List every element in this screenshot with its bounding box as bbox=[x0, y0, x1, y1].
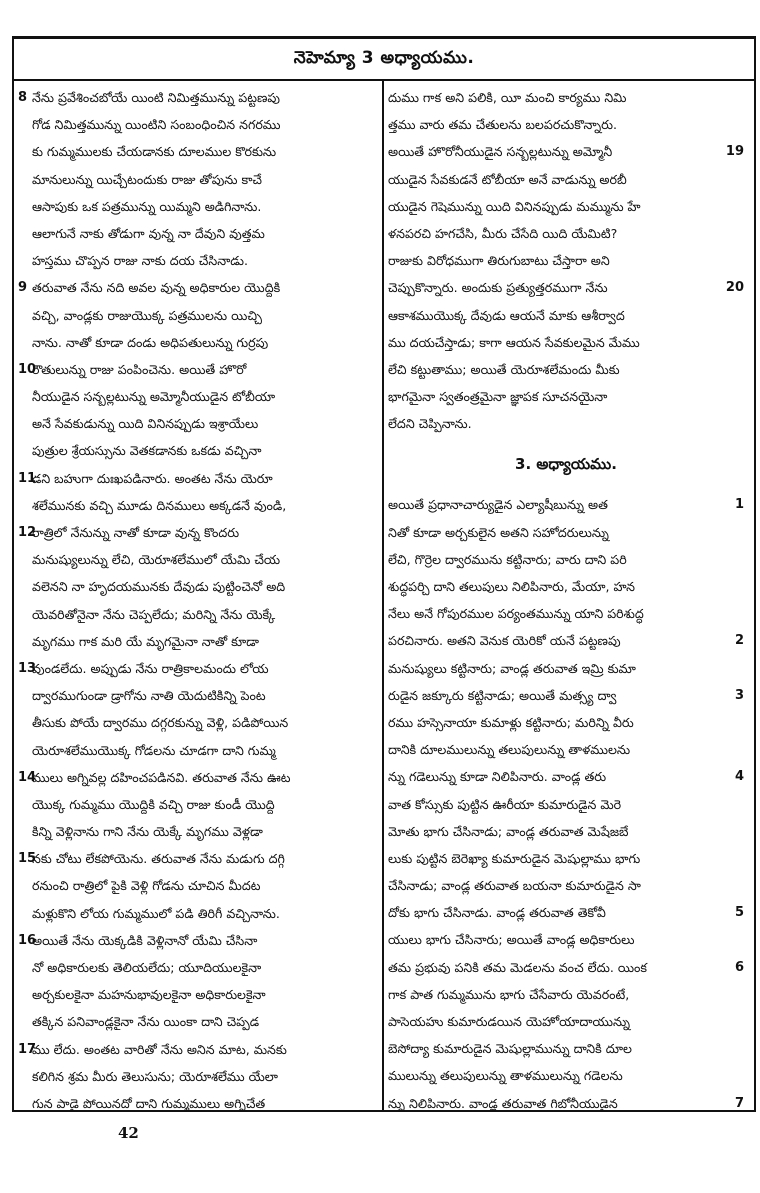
line-text: వుండలేదు. అప్పుడు నేను రాత్రికాలమందు లోయ bbox=[32, 660, 269, 676]
verse-number: 11 bbox=[18, 470, 37, 486]
line-text: ఆసాపుకు ఒక పత్రమున్ను యిమ్మని అడిగినాను. bbox=[32, 198, 262, 214]
line-text: గున పాడై పోయినదో దాని గుమ్మములు అగ్నిచేత bbox=[32, 1095, 266, 1111]
text-line bbox=[388, 627, 744, 654]
verse-number: 7 bbox=[734, 1095, 744, 1111]
line-text: పరచినారు. అతని వెనుక యెరికో యనే పట్టణపు bbox=[388, 633, 621, 649]
text-line bbox=[18, 981, 378, 1008]
text-line bbox=[18, 791, 378, 818]
text-line bbox=[18, 465, 378, 492]
line-text: ములు అగ్నివల్ల దహించపడినవి. తరువాత నేను ఊట bbox=[32, 769, 291, 785]
text-line bbox=[18, 818, 378, 845]
page-number: 42 bbox=[118, 1124, 139, 1142]
page-header-title: నెహెమ్యా 3 అధ్యాయము. bbox=[293, 48, 475, 68]
right-column bbox=[388, 84, 744, 1112]
text-line bbox=[388, 383, 744, 410]
text-line bbox=[18, 628, 378, 655]
text-line bbox=[388, 166, 744, 193]
line-text: ములున్ను తలుపులున్ను తాళములున్ను గడెలను bbox=[388, 1068, 623, 1084]
verse-number: 2 bbox=[734, 633, 744, 649]
text-line bbox=[388, 899, 744, 926]
line-text: రము హస్సెనాయా కుమాళ్లు కట్టినారు; మరిన్ని వీరు bbox=[388, 714, 634, 730]
line-text: యెరూశలేముయొక్క గోడలను చూడగా దాని గుమ్మ bbox=[32, 742, 276, 758]
line-text: రాజుకు విరోధముగా తిరుగుబాటు చేస్తారా అని bbox=[388, 253, 610, 269]
line-text: నో అధికారులకు తెలియలేదు; యూదియులకైనా bbox=[32, 960, 262, 975]
line-text: నేను ప్రవేశించబోయే యింటి నిమిత్తమున్ను పట్టణపు bbox=[32, 90, 280, 105]
line-text: వచ్చి, వాండ్లకు రాజుయొక్క పత్రములను యిచ్చి bbox=[32, 307, 263, 323]
text-line bbox=[388, 818, 744, 845]
text-line bbox=[18, 682, 378, 709]
line-text: వాత కోస్సుకు పుట్టిన ఊరీయా కుమారుడైన మెరె bbox=[388, 796, 622, 812]
line-text: మానులున్ను యిచ్చేటందుకు రాజు తోపును కాచే bbox=[32, 171, 262, 187]
text-line bbox=[18, 900, 378, 927]
right-column-bottom bbox=[388, 491, 744, 1112]
text-line bbox=[18, 492, 378, 519]
line-text: ము లేదు. అంతట వారితో నేను అనిన మాట, మనకు bbox=[32, 1041, 287, 1057]
text-line bbox=[388, 845, 744, 872]
line-text: యొక్క గుమ్మము యొద్దికి వచ్చి రాజు కుండీ యొద్ది bbox=[32, 796, 275, 812]
line-text: గాక పాత గుమ్మమును భాగు చేసేవారు యెవరంటే, bbox=[388, 986, 630, 1002]
line-text: పాసెయహు కుమారుడయిన యెహోయాదాయున్ను bbox=[388, 1014, 631, 1029]
text-line bbox=[18, 410, 378, 437]
line-text: మోతు భాగు చేసినాడు; వాండ్ల తరువాత మెషేజబే bbox=[388, 823, 629, 839]
text-line bbox=[18, 845, 378, 872]
text-line bbox=[388, 491, 744, 518]
verse-number: 20 bbox=[725, 280, 744, 296]
line-text: శలేమునకు వచ్చి మూడు దినములు అక్కడనే వుండి, bbox=[32, 497, 287, 513]
line-text: దుము గాక అని పలికి, యీ మంచి కార్యము నిమి bbox=[388, 90, 627, 105]
column-divider bbox=[382, 81, 384, 1112]
line-text: శుద్ధపర్చి దాని తలుపులు నిలిపినారు, మేయా, హన bbox=[388, 579, 635, 594]
line-text: అర్చకులకైనా మహనుభావులకైనా అధికారులకైనా bbox=[32, 987, 266, 1003]
line-text: లేచి కట్టుతాము; అయితే యెరూశలేమందు మీకు bbox=[388, 361, 620, 377]
line-text: దోకు భాగు చేసినాడు. వాండ్ల తరువాత తెకోవీ bbox=[388, 905, 606, 921]
line-text: ము దయచేస్తాడు; కాగా ఆయన సేవకులమైన మేము bbox=[388, 334, 640, 350]
text-line bbox=[18, 872, 378, 899]
text-line bbox=[388, 274, 744, 301]
line-text: పుత్రుల శ్రేయస్సును వెతకడానకు ఒకడు వచ్చినా bbox=[32, 443, 262, 459]
line-text: నితో కూడా అర్చకులైన అతని సహోదరులున్ను bbox=[388, 524, 609, 540]
line-text: న్ను నిలిపినారు. వాండ్ల తరువాత గిబోనీయుడైన bbox=[388, 1095, 618, 1111]
verse-number: 14 bbox=[18, 769, 37, 785]
verse-number: 1 bbox=[734, 497, 744, 513]
line-text: యుడైన గెషెమున్ను యిది వినినప్పుడు మమ్మును హే bbox=[388, 198, 641, 214]
text-line bbox=[18, 247, 378, 274]
line-text: వలెనని నా హృదయమునకు దేవుడు పుట్టించెనో అది bbox=[32, 579, 286, 595]
line-text: నీయుడైన సన్బల్లటున్ను అమ్మోనీయుడైన టోబీయా bbox=[32, 389, 276, 405]
text-line bbox=[18, 383, 378, 410]
line-text: బెసోద్యా కుమారుడైన మెషుల్లామున్ను దానికి దూల bbox=[388, 1041, 632, 1057]
line-text: రనుంచి రాత్రిలో పైకి వెళ్లి గోడను చూచిన మీదట bbox=[32, 878, 261, 894]
text-line bbox=[18, 655, 378, 682]
text-line bbox=[18, 1008, 378, 1035]
text-line bbox=[18, 546, 378, 573]
text-line bbox=[388, 655, 744, 682]
line-text: మనుష్యులు కట్టినారు; వాండ్ల తరువాత ఇమ్రి కుమా bbox=[388, 660, 636, 676]
left-border bbox=[12, 36, 14, 1112]
line-text: న్ను గడెలున్ను కూడా నిలిపినారు. వాండ్ల తరు bbox=[388, 769, 607, 785]
text-line bbox=[18, 111, 378, 138]
text-line bbox=[388, 138, 744, 165]
line-text: అయితే హొరోనీయుడైన సన్బల్లటున్ను అమ్మోనీ bbox=[388, 144, 613, 160]
line-text: లుకు పుట్టిన బెరెఖ్యా కుమారుడైన మెషుల్లాము భాగు bbox=[388, 850, 641, 866]
line-text: ద్వారముగుండా డ్రాగోను నాతి యెదుటికిన్ని పెంట bbox=[32, 688, 266, 704]
text-line bbox=[388, 763, 744, 790]
verse-number: 19 bbox=[725, 144, 744, 160]
verse-number: 17 bbox=[18, 1041, 37, 1057]
text-line bbox=[18, 356, 378, 383]
text-line bbox=[388, 329, 744, 356]
verse-number: 13 bbox=[18, 660, 37, 676]
text-line bbox=[18, 329, 378, 356]
text-line bbox=[388, 981, 744, 1008]
line-text: తమ ప్రభువు పనికి తమ మెడలను వంచ లేదు. యింక bbox=[388, 959, 647, 975]
header-rule bbox=[12, 79, 756, 81]
line-text: లేచి, గొర్రెల ద్వారమును కట్టినారు; వారు దాని పరి bbox=[388, 551, 627, 567]
right-column-top bbox=[388, 84, 744, 437]
text-line bbox=[18, 954, 378, 981]
line-text: మనుష్యులున్ను లేచి, యెరూశలేములో యేమి చేయ bbox=[32, 552, 281, 568]
line-text: హస్తము చొప్పన రాజు నాకు దయ చేసినాడు. bbox=[32, 253, 248, 269]
line-text: నేలు అనే గోపురముల పర్యంతమున్ను యాని పరిశుద్ధ bbox=[388, 606, 644, 622]
line-text: నకు చోటు లేకపోయెను. తరువాత నేను మడుగు దగ్గి bbox=[32, 851, 285, 867]
line-text: మళ్లుకొని లోయ గుమ్మములో పడి తిరిగీ వచ్చినాను. bbox=[32, 905, 280, 921]
text-line bbox=[18, 1090, 378, 1112]
text-line bbox=[388, 247, 744, 274]
verse-number: 16 bbox=[18, 932, 37, 948]
verse-number: 6 bbox=[734, 959, 744, 975]
line-text: కిన్ని వెళ్లినాను గాని నేను యెక్కే మృగము వెళ్లడా bbox=[32, 824, 263, 840]
line-text: చెప్పుకొన్నారు. అందుకు ప్రత్యుత్తరముగా నేను bbox=[388, 280, 608, 296]
text-line bbox=[388, 84, 744, 111]
text-line bbox=[18, 302, 378, 329]
text-line bbox=[18, 519, 378, 546]
line-text: అనే సేవకుడున్ను యిది వినినప్పుడు ఇశ్రాయేలు bbox=[32, 416, 259, 432]
text-line bbox=[388, 111, 744, 138]
text-line bbox=[388, 1062, 744, 1089]
chapter-heading: 3. అధ్యాయము. bbox=[515, 455, 617, 474]
text-line bbox=[388, 926, 744, 953]
line-text: మృగము గాక మరి యే మృగమైనా నాతో కూడా bbox=[32, 633, 259, 649]
line-text: తరువాత నేను నది అవల వున్న అధికారుల యొద్దికి bbox=[32, 280, 281, 296]
line-text: రాత్రిలో నేనున్ను నాతో కూడా వున్న కొందరు bbox=[32, 525, 240, 540]
text-line bbox=[388, 519, 744, 546]
line-text: గోడ నిమిత్తమున్ను యింటిని సంబంధించిన నగరము bbox=[32, 117, 281, 133]
text-line bbox=[388, 1035, 744, 1062]
verse-number: 10 bbox=[18, 361, 37, 377]
top-rule bbox=[12, 36, 756, 39]
text-line bbox=[18, 927, 378, 954]
text-line bbox=[388, 193, 744, 220]
line-text: యుడైన సేవకుడనే టోబీయా అనే వాడున్ను అరబీ bbox=[388, 171, 627, 187]
line-text: యెవరితోనైనా నేను చెప్పలేదు; మరిన్ని నేను యెక్కే bbox=[32, 606, 276, 622]
text-line bbox=[18, 737, 378, 764]
line-text: అయితే ప్రధానాచార్యుడైన ఎల్యాషీబున్ను అత bbox=[388, 497, 608, 513]
text-line bbox=[388, 709, 744, 736]
text-line bbox=[18, 84, 378, 111]
text-line bbox=[388, 356, 744, 383]
line-text: చేసినాడు; వాండ్ల తరువాత బయనా కుమారుడైన సా bbox=[388, 878, 641, 894]
text-line bbox=[388, 682, 744, 709]
line-text: ళనపరచి హగచేసి, మీరు చేసేది యిది యేమిటి? bbox=[388, 225, 618, 241]
line-text: డని బహుగా దుఃఖపడినారు. అంతట నేను యెరూ bbox=[32, 470, 273, 486]
verse-number: 3 bbox=[734, 687, 744, 703]
line-text: రుడైన జక్కూరు కట్టినాడు; అయితే మత్స్య ద్వా bbox=[388, 687, 617, 703]
verse-number: 5 bbox=[734, 905, 744, 921]
text-line bbox=[18, 1063, 378, 1090]
right-border bbox=[754, 36, 756, 1112]
text-line bbox=[388, 546, 744, 573]
verse-number: 9 bbox=[18, 280, 28, 296]
text-line bbox=[388, 736, 744, 763]
line-text: కు గుమ్మములకు చేయడానకు దూలముల కొరకును bbox=[32, 144, 277, 160]
line-text: రౌతులున్ను రాజు పంపించెను. అయితే హొరో bbox=[32, 361, 247, 377]
text-line bbox=[388, 302, 744, 329]
text-line bbox=[388, 872, 744, 899]
line-text: ఆలాగునే నాకు తోడుగా వున్న నా దేవుని వుత్తమ bbox=[32, 225, 265, 241]
text-line bbox=[18, 138, 378, 165]
verse-number: 15 bbox=[18, 851, 37, 867]
line-text: యులు భాగు చేసినారు; అయితే వాండ్ల అధికారులు bbox=[388, 932, 635, 948]
left-column bbox=[18, 84, 378, 1112]
text-line bbox=[388, 1008, 744, 1035]
line-text: తక్కిన పనివాండ్లకైనా నేను యింకా దాని చెప్పడ bbox=[32, 1014, 260, 1030]
text-line bbox=[388, 954, 744, 981]
line-text: అయితే నేను యెక్కడికి వెళ్లినానో యేమి చేసినా bbox=[32, 932, 258, 948]
text-line bbox=[388, 410, 744, 437]
verse-number: 12 bbox=[18, 525, 37, 540]
text-line bbox=[18, 166, 378, 193]
line-text: కలిగిన శ్రమ మీరు తెలుసును; యెరూశలేము యేలా bbox=[32, 1068, 278, 1084]
line-text: త్తము వారు తమ చేతులను బలపరచుకొన్నారు. bbox=[388, 117, 617, 133]
text-line bbox=[18, 1036, 378, 1063]
text-line bbox=[18, 437, 378, 464]
text-line bbox=[388, 1090, 744, 1112]
text-line bbox=[388, 791, 744, 818]
text-line bbox=[18, 274, 378, 301]
text-line bbox=[18, 764, 378, 791]
verse-number: 4 bbox=[734, 769, 744, 785]
text-line bbox=[18, 709, 378, 736]
text-line bbox=[18, 220, 378, 247]
text-line bbox=[388, 573, 744, 600]
verse-number: 8 bbox=[18, 90, 28, 105]
line-text: లేదని చెప్పినాను. bbox=[388, 416, 472, 432]
line-text: దానికి దూలములున్ను తలుపులున్ను తాళములను bbox=[388, 742, 631, 758]
line-text: నాను. నాతో కూడా దండు అధిపతులున్ను గుర్రపు bbox=[32, 334, 269, 350]
text-line bbox=[18, 193, 378, 220]
line-text: భాగమైనా స్వతంత్రమైనా జ్ఞాపక సూచనయైనా bbox=[388, 389, 608, 405]
text-line bbox=[388, 600, 744, 627]
text-line bbox=[18, 573, 378, 600]
line-text: ఆకాశముయొక్క దేవుడు ఆయనే మాకు ఆశీర్వాద bbox=[388, 307, 625, 323]
line-text: తీసుకు పోయే ద్వారము దగ్గరకున్ను వెళ్లి, పడిపోయిన bbox=[32, 715, 289, 731]
text-line bbox=[388, 220, 744, 247]
text-line bbox=[18, 601, 378, 628]
